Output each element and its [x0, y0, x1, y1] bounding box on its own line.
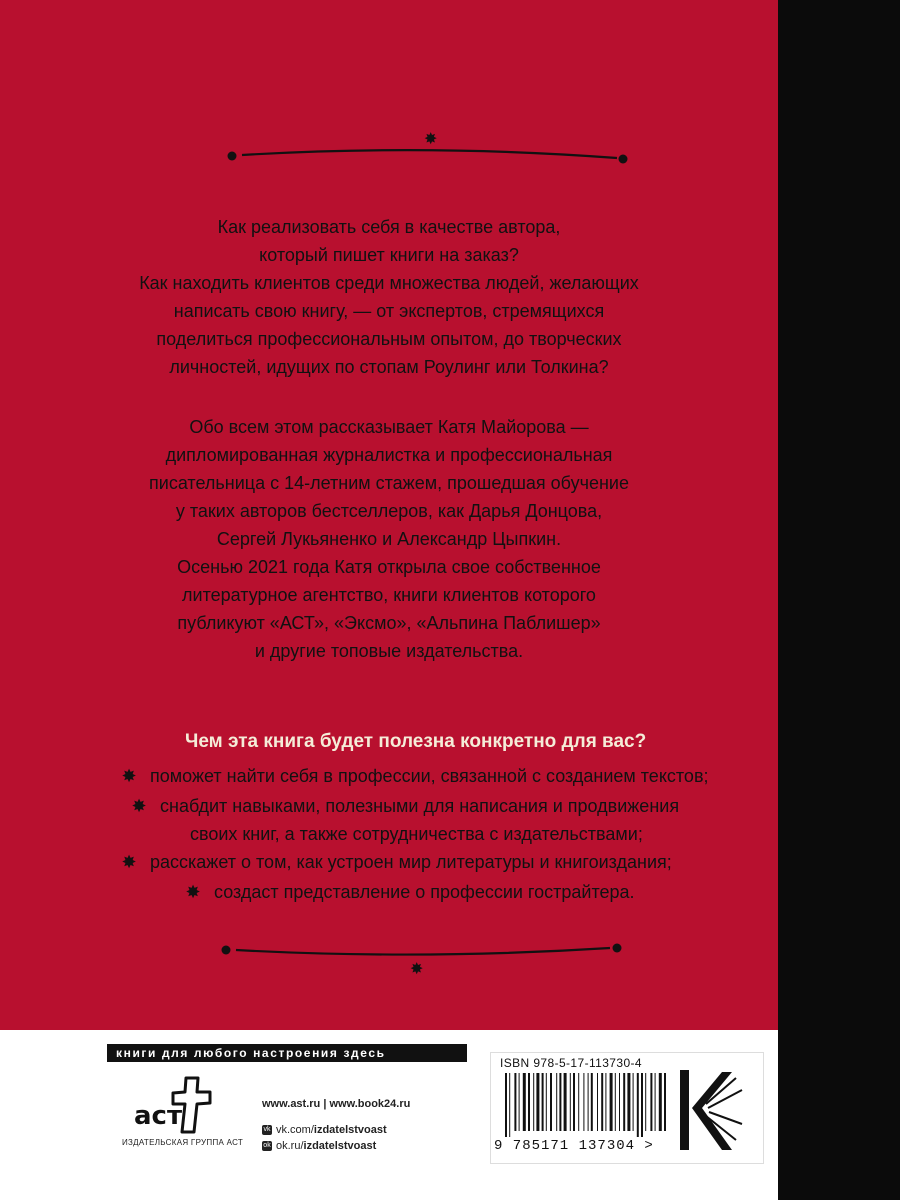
- spine-edge: [778, 0, 900, 1200]
- benefits-heading: Чем эта книга будет полезна конкретно для вас?: [185, 731, 647, 752]
- barcode-bar: [645, 1073, 646, 1131]
- benefit-item: ✸ снабдит навыками, полезными для написания и продвижения: [128, 792, 679, 820]
- barcode-bar: [573, 1073, 575, 1131]
- star-bullet-icon: ✸: [131, 796, 147, 816]
- barcode-bar: [627, 1073, 630, 1131]
- star-bullet-icon: ✸: [185, 882, 201, 902]
- barcode-bar: [533, 1073, 534, 1131]
- barcode-bar: [542, 1073, 544, 1131]
- barcode-bar: [519, 1073, 520, 1131]
- star-bullet-icon: ✸: [121, 852, 137, 872]
- barcode-bar: [559, 1073, 561, 1131]
- barcode-bar: [623, 1073, 625, 1131]
- intro-line: личностей, идущих по стопам Роулинг или Толкина?: [169, 357, 609, 377]
- barcode-digits: 9 785171 137304 >: [494, 1138, 654, 1154]
- about-line: литературное агентство, книги клиентов которого: [182, 585, 596, 605]
- about-line: дипломированная журналистка и профессиональная: [165, 445, 613, 465]
- intro-line: который пишет книги на заказ?: [259, 245, 519, 265]
- website-links[interactable]: www.ast.ru | www.book24.ru: [262, 1098, 411, 1110]
- intro-line: Как находить клиентов среди множества людей, желающих: [139, 273, 639, 293]
- publisher-group-label: ИЗДАТЕЛЬСКАЯ ГРУППА АСТ: [122, 1138, 244, 1147]
- barcode-bar: [619, 1073, 620, 1131]
- barcode-bar: [597, 1073, 598, 1131]
- barcode-bar: [536, 1073, 539, 1131]
- barcode-bar: [505, 1073, 507, 1137]
- barcode-bar: [605, 1073, 606, 1131]
- ok-link[interactable]: ok ok.ru/izdatelstvoast: [263, 1140, 377, 1152]
- benefit-item-continuation: своих книг, а также сотрудничества с издательствами;: [190, 824, 643, 844]
- ok-icon: ok: [263, 1142, 271, 1150]
- barcode-bar: [637, 1073, 639, 1137]
- tagline: книги для любого настроения здесь: [116, 1046, 386, 1060]
- barcode-bar: [610, 1073, 613, 1131]
- about-line: публикуют «АСТ», «Эксмо», «Альпина Паблишер»: [177, 613, 601, 633]
- intro-paragraph: [0, 213, 778, 381]
- benefit-item: ✸ создаст представление о профессии гострайтера.: [182, 878, 635, 906]
- barcode-bar: [546, 1073, 547, 1131]
- barcode-bar: [528, 1073, 530, 1131]
- barcode-bar: [514, 1073, 516, 1131]
- intro-line: поделиться профессиональным опытом, до творческих: [156, 329, 622, 349]
- barcode-bar: [578, 1073, 579, 1131]
- barcode-bar: [615, 1073, 616, 1131]
- about-paragraph: [0, 413, 778, 665]
- barcode-bar: [655, 1073, 656, 1131]
- barcode-bar: [556, 1073, 557, 1131]
- barcode-bar: [509, 1073, 510, 1137]
- vk-link[interactable]: vk vk.com/izdatelstvoast: [263, 1124, 387, 1136]
- barcode-bar: [550, 1073, 552, 1131]
- barcode-bar: [583, 1073, 584, 1131]
- intro-line: написать свою книгу, — от экспертов, стремящихся: [173, 301, 605, 321]
- barcode-bar: [588, 1073, 589, 1131]
- ast-logo: [130, 1074, 220, 1136]
- bottom-star-icon: ✸: [410, 961, 424, 978]
- barcode-bar: [601, 1073, 603, 1131]
- barcode-bar: [570, 1073, 571, 1131]
- isbn-number: ISBN 978-5-17-113730-4: [500, 1056, 642, 1070]
- barcode-bar: [659, 1073, 662, 1131]
- barcode-bar: [641, 1073, 643, 1137]
- barcode-bar: [523, 1073, 526, 1131]
- top-divider: [0, 146, 778, 176]
- about-line: Обо всем этом рассказывает Катя Майорова —: [189, 417, 589, 437]
- benefit-item: ✸ поможет найти себя в профессии, связанной с созданием текстов;: [118, 762, 709, 790]
- barcode-bar: [591, 1073, 593, 1131]
- vk-icon: vk: [263, 1126, 271, 1134]
- intro-line: Как реализовать себя в качестве автора,: [217, 217, 561, 237]
- barcode: [505, 1073, 670, 1137]
- barcode-bar: [650, 1073, 652, 1131]
- about-line: у таких авторов бестселлеров, как Дарья Донцова,: [175, 501, 603, 521]
- barcode-bar: [633, 1073, 634, 1131]
- publisher-k-logo: [676, 1064, 756, 1154]
- about-line: Осенью 2021 года Катя открыла свое собственное: [177, 557, 601, 577]
- about-line: и другие топовые издательства.: [254, 641, 524, 661]
- top-star-icon: ✸: [424, 131, 438, 148]
- benefit-item: ✸ расскажет о том, как устроен мир литературы и книгоиздания;: [118, 848, 672, 876]
- logo-lettering: аст: [134, 1101, 183, 1131]
- barcode-bar: [564, 1073, 567, 1131]
- barcode-bar: [664, 1073, 666, 1131]
- about-line: Сергей Лукьяненко и Александр Цыпкин.: [216, 529, 562, 549]
- star-bullet-icon: ✸: [121, 766, 137, 786]
- about-line: писательница с 14-летним стажем, прошедшая обучение: [149, 473, 629, 493]
- bottom-divider: [0, 938, 778, 968]
